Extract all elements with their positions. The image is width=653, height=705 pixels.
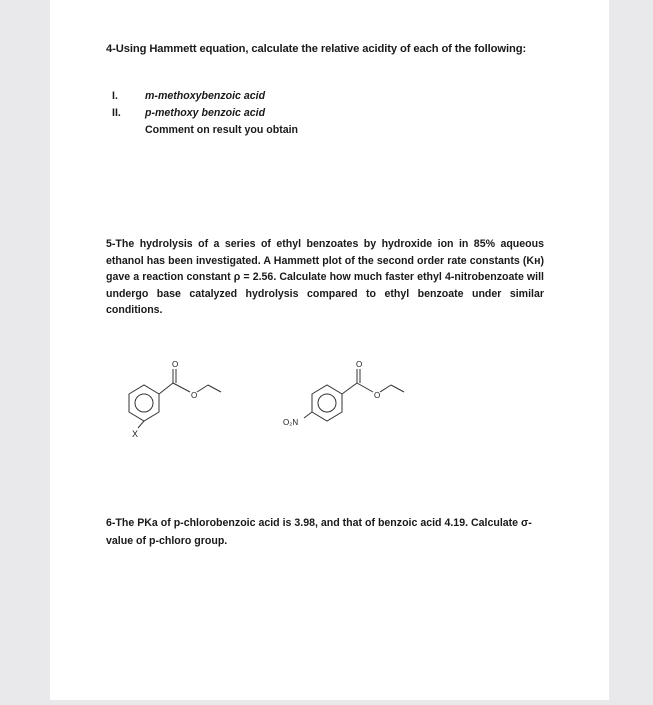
bond xyxy=(391,385,404,392)
bond xyxy=(173,383,190,392)
nitro-label: O₂N xyxy=(283,418,299,427)
question-6-text: 6-The PKa of p-chlorobenzoic acid is 3.98, and that of benzoic acid 4.19. Calculate σ-value of p-chloro group. xyxy=(106,517,532,547)
document-page xyxy=(50,0,609,700)
bond xyxy=(208,385,221,392)
carbonyl-o-label: O xyxy=(172,360,179,369)
list-item-number: II. xyxy=(112,107,121,119)
ethyl-benzoate-structure xyxy=(129,369,221,428)
aromatic-circle xyxy=(318,394,336,412)
comment-text: Comment on result you obtain xyxy=(145,124,299,136)
bond xyxy=(342,383,357,394)
list-item-number: I. xyxy=(112,90,118,102)
question-4-title: 4-Using Hammett equation, calculate the relative acidity of each of the following: xyxy=(106,43,527,55)
question-5-text: 5-The hydrolysis of a series of ethyl benzoates by hydroxide ion in 85% aqueous ethanol has been investigated. A Hammett plot of the second order rate constants (Kʜ) gave a reaction constant ρ = 2.56. Calculate how much faster ethyl 4-nitrobenzoate will undergo base catalyzed hydrolysis compared to ethyl benzoate under similar conditions. xyxy=(106,238,544,317)
ethyl-nitrobenzoate-structure xyxy=(304,369,404,421)
chemical-structures xyxy=(50,0,609,700)
bond xyxy=(197,385,208,392)
ester-o-label: O xyxy=(191,391,198,400)
bond xyxy=(380,385,391,392)
bond xyxy=(159,383,173,394)
structures-svg xyxy=(50,0,609,700)
list-item-text: p-methoxy benzoic acid xyxy=(145,107,266,119)
carbonyl-o-label: O xyxy=(356,360,363,369)
benzene-ring xyxy=(312,385,342,421)
bond xyxy=(138,421,144,428)
bond xyxy=(304,412,312,418)
list-item-text: m-methoxybenzoic acid xyxy=(145,90,266,102)
benzene-ring xyxy=(129,385,159,421)
ester-o-label: O xyxy=(374,391,381,400)
bond xyxy=(357,383,373,392)
substituent-label: X xyxy=(132,429,139,439)
aromatic-circle xyxy=(135,394,153,412)
